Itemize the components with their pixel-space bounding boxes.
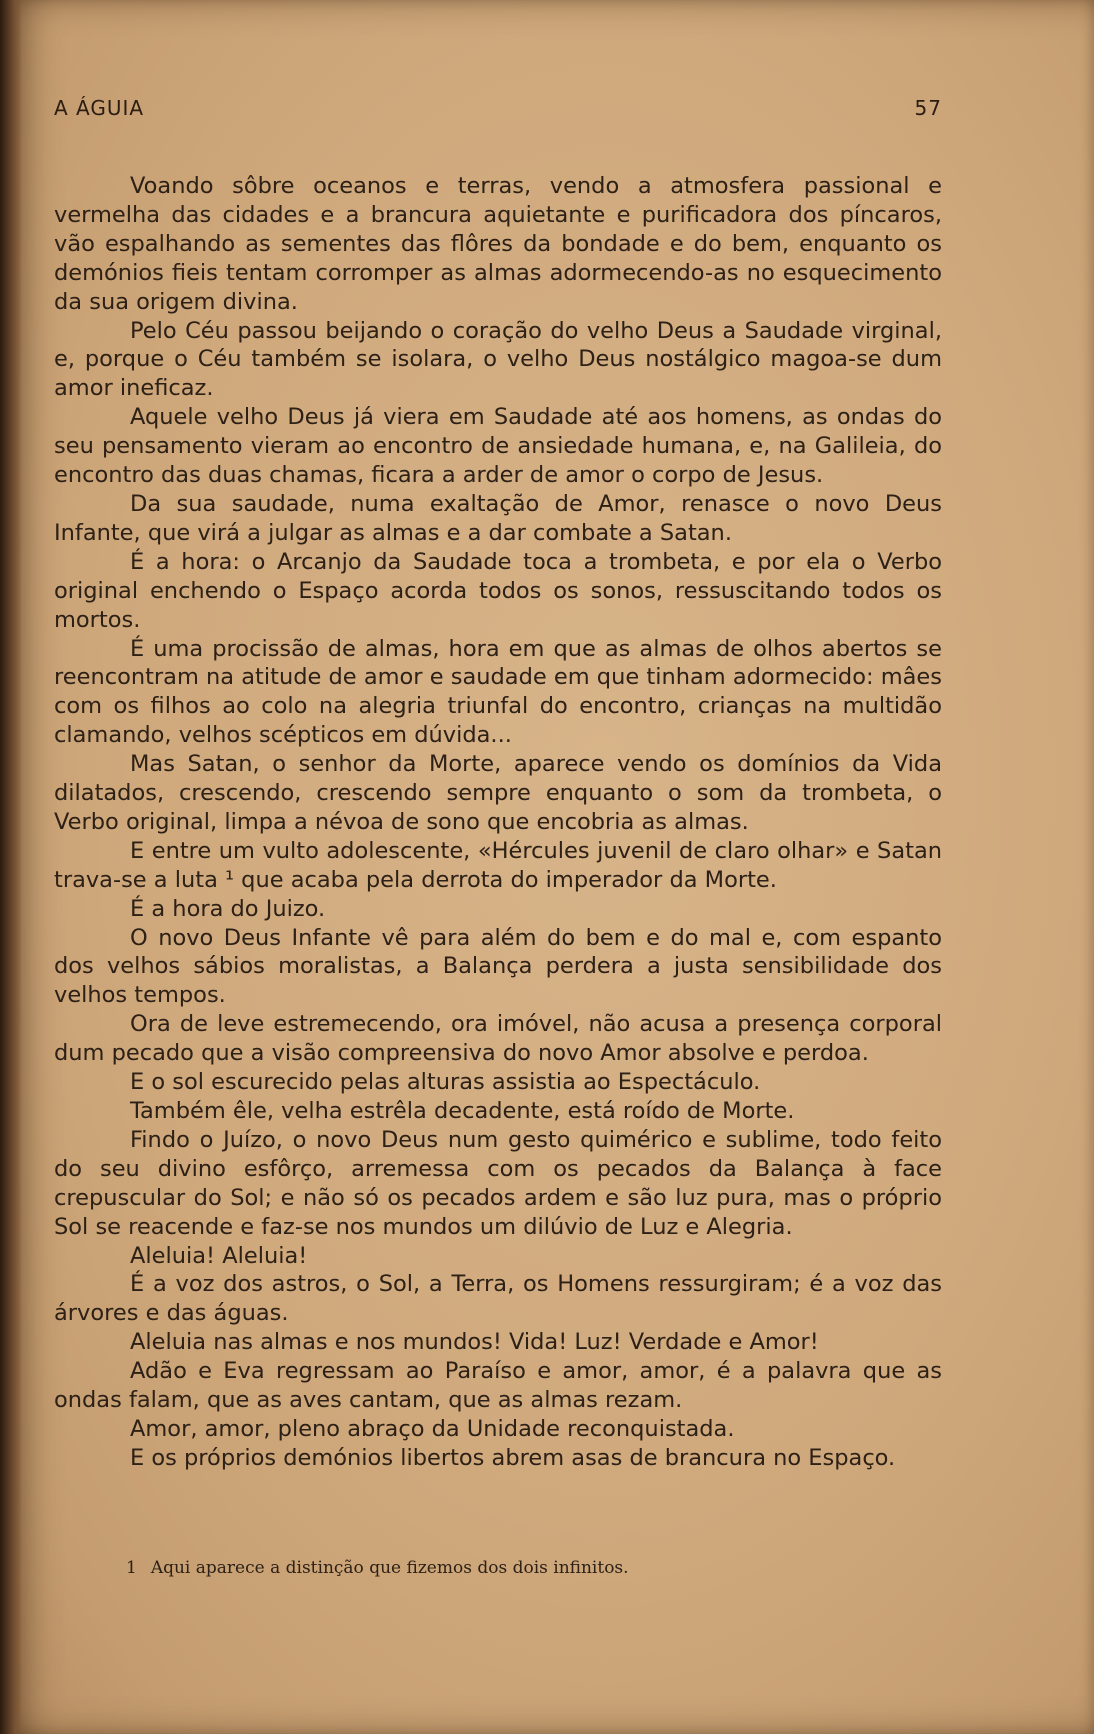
paragraph: É a hora do Juizo. <box>130 895 326 922</box>
paragraph: Mas Satan, o senhor da Morte, aparece vendo os domínios da Vida dilatados, crescendo, crescendo sempre enquanto o som da trombeta, o Verbo original, limpa a névoa de sono que encobria as almas. <box>54 751 942 835</box>
paragraph: Pelo Céu passou beijando o coração do velho Deus a Saudade virginal, e, porque o Céu também se isolara, o velho Deus nostálgico magoa-se dum amor ineficaz. <box>54 317 942 402</box>
footnote-number: 1 <box>126 1558 137 1578</box>
paragraph: Também êle, velha estrêla decadente, está roído de Morte. <box>130 1098 795 1124</box>
paragraph: E entre um vulto adolescente, «Hércules juvenil de claro olhar» e Satan trava-se a luta ¹ que acaba pela derrota do imperador da Morte. <box>54 837 942 893</box>
paragraph: O novo Deus Infante vê para além do bem e do mal e, com espanto dos velhos sábios moralistas, a Balança perdera a justa sensibilidade dos velhos tempos. <box>54 924 942 1009</box>
paragraph: E o sol escurecido pelas alturas assistia ao Espectáculo. <box>130 1069 761 1096</box>
body-text <box>54 172 942 1473</box>
paragraph: Ora de leve estremecendo, ora imóvel, não acusa a presença corporal dum pecado que a visão compreensiva do novo Amor absolve e perdoa. <box>54 1011 942 1067</box>
paragraph: É a hora: o Arcanjo da Saudade toca a trombeta, e por ela o Verbo original enchendo o Espaço acorda todos os sonos, ressuscitando todos os mortos. <box>54 548 942 633</box>
running-header <box>54 96 942 120</box>
paragraph: Adão e Eva regressam ao Paraíso e amor, amor, é a palavra que as ondas falam, que as aves cantam, que as almas rezam. <box>54 1358 942 1414</box>
page-number: 57 <box>914 96 942 120</box>
paragraph: Findo o Juízo, o novo Deus num gesto quimérico e sublime, todo feito do seu divino esfôrço, arremessa com os pecados da Balança à face crepuscular do Sol; e não só os pecados ardem e são luz pura, mas o próprio Sol se reacende e faz-se nos mundos um dilúvio de Luz e Alegria. <box>54 1126 942 1240</box>
paragraph: E os próprios demónios libertos abrem asas de brancura no Espaço. <box>130 1444 896 1471</box>
footnote-text: Aqui aparece a distinção que fizemos dos dois infinitos. <box>150 1558 629 1578</box>
paragraph: Aleluia! Aleluia! <box>130 1242 308 1269</box>
book-spine-shadow <box>0 0 22 1734</box>
paragraph: Aleluia nas almas e nos mundos! Vida! Luz! Verdade e Amor! <box>130 1329 819 1356</box>
paragraph: Voando sôbre oceanos e terras, vendo a atmosfera passional e vermelha das cidades e a brancura aquietante e purificadora dos píncaros, vão espalhando as sementes das flôres da bondade e do bem, enquanto os demónios fieis tentam corromper as almas adormecendo-as no esquecimento da sua origem divina. <box>54 173 942 315</box>
paragraph: Da sua saudade, numa exaltação de Amor, renasce o novo Deus Infante, que virá a julgar as almas e a dar combate a Satan. <box>54 490 942 546</box>
footnote <box>126 1558 926 1578</box>
paragraph: Aquele velho Deus já viera em Saudade até aos homens, as ondas do seu pensamento vieram ao encontro de ansiedade humana, e, na Galileia, do encontro das duas chamas, ficara a arder de amor o corpo de Jesus. <box>54 404 942 489</box>
journal-title: A ÁGUIA <box>54 96 145 120</box>
paragraph: É uma procissão de almas, hora em que as almas de olhos abertos se reencontram na atitude de amor e saudade em que tinham adormecido: mâes com os filhos ao colo na alegria triunfal do encontro, crianças na multidão clamando, velhos scépticos em dúvida... <box>54 635 942 749</box>
paragraph: Amor, amor, pleno abraço da Unidade reconquistada. <box>130 1415 735 1442</box>
paragraph: É a voz dos astros, o Sol, a Terra, os Homens ressurgiram; é a voz das árvores e das águas. <box>54 1271 942 1327</box>
